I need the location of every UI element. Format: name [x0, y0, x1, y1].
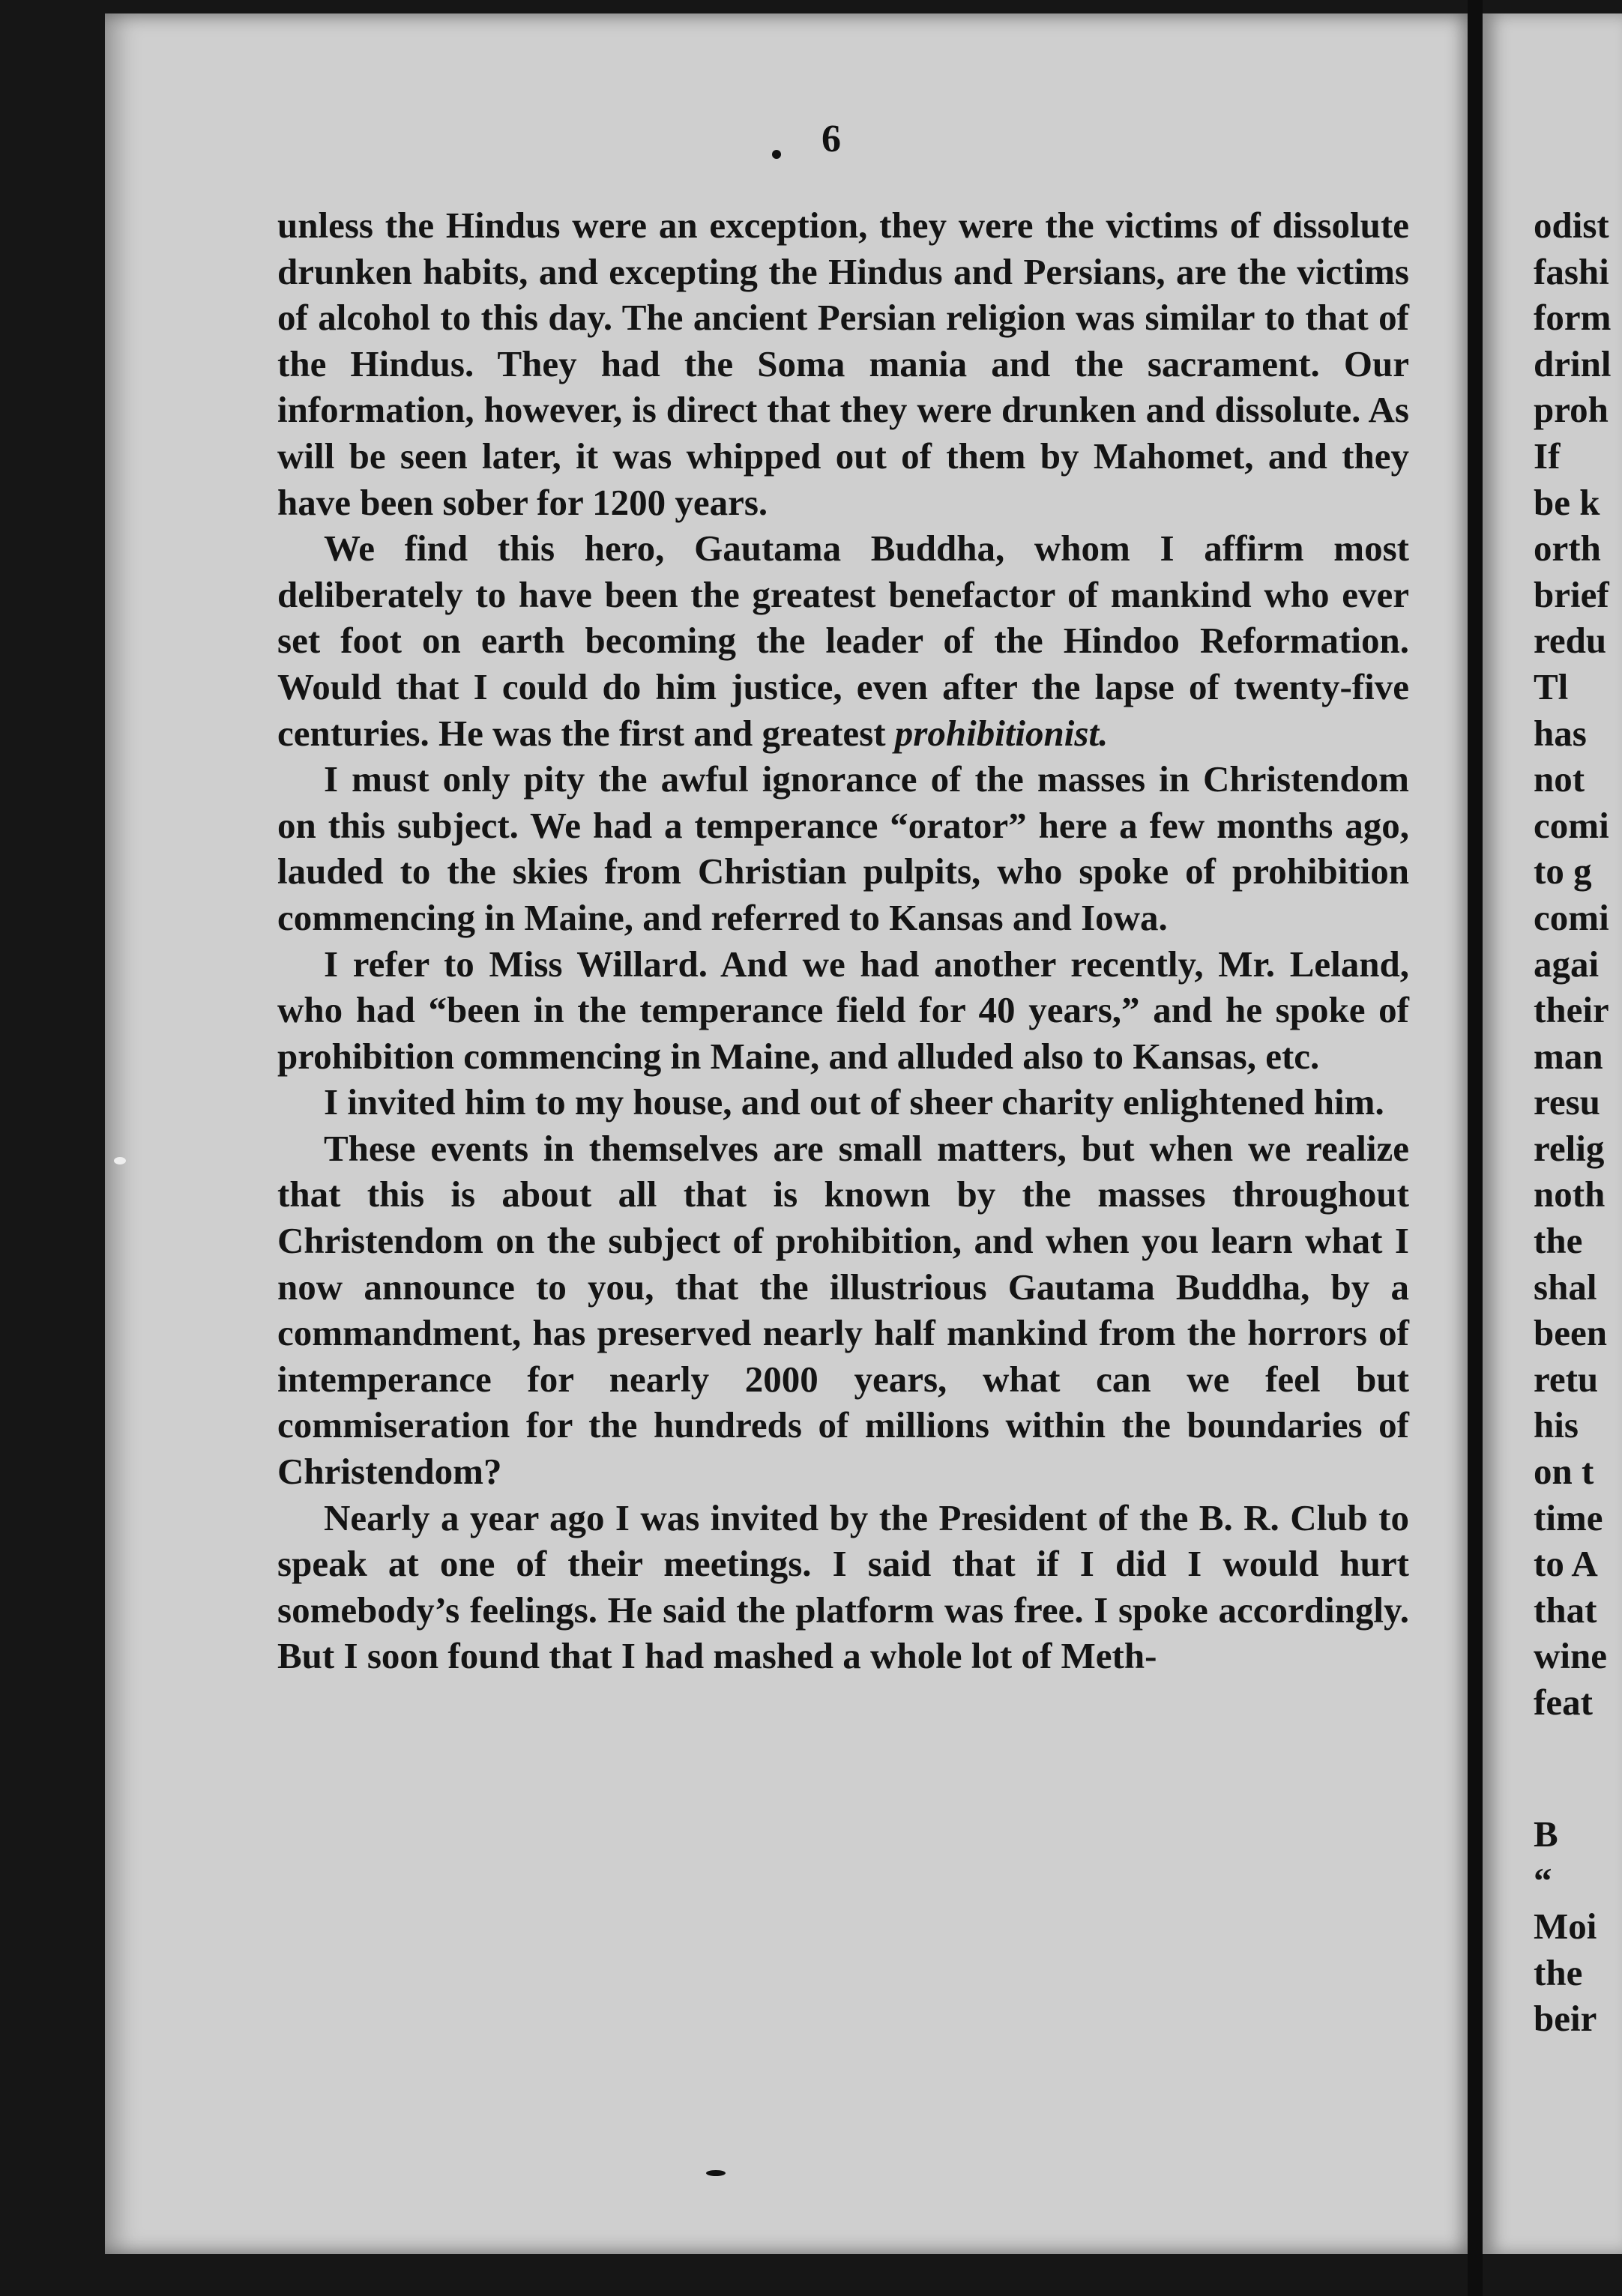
right-line: the: [1534, 1951, 1583, 1993]
right-line: Moi: [1534, 1906, 1597, 1948]
right-line: resu: [1534, 1081, 1600, 1123]
paragraph-1: unless the Hindus were an exception, they were the victims of dissolute drunken habits, and excepting the Hindus and Persians, are the victims of alcohol to this day. The ancient Persian religion was similar to that of the Hindus. They had the Soma mania and the sacrament. Our information, however, is direct that they were drunken and dissolute. As will be seen later, it was whipped out of them by Mahomet, and they have been sober for 1200 years.: [277, 205, 1409, 523]
paragraph-2: [277, 525, 1409, 756]
paragraph-5: I invited him to my house, and out of sheer charity enlightened him.: [324, 1081, 1384, 1123]
right-line: man: [1534, 1035, 1603, 1077]
right-line: “: [1534, 1859, 1552, 1901]
right-line: been: [1534, 1312, 1607, 1354]
right-line: retu: [1534, 1358, 1599, 1400]
right-line: odist: [1534, 205, 1609, 246]
main-text-column: [277, 202, 1409, 2188]
right-line: be k: [1534, 481, 1600, 523]
book-gutter: [1468, 0, 1483, 2296]
right-line: not: [1534, 758, 1585, 800]
right-line: time: [1534, 1496, 1603, 1538]
right-line: that: [1534, 1589, 1597, 1631]
right-line: has: [1534, 712, 1587, 754]
paragraph-7: Nearly a year ago I was invited by the President of the B. R. Club to speak at one of their meetings. I said that if I did I would hurt somebody’s feelings. He said the platform was free. I spoke accordingly. But I soon found that I had mashed a whole lot of Meth-: [277, 1496, 1409, 1677]
right-line: wine: [1534, 1635, 1607, 1677]
right-line: drinl: [1534, 342, 1612, 384]
right-page-text-fragments: [1534, 202, 1622, 2042]
paragraph-6: These events in themselves are small matters, but when we realize that this is about all that is known by the masses throughout Christendom on the subject of prohibition, and when you learn what I now announce to you, that the illustrious Gautama Buddha, by a commandment, has preserved nearly half mankind from the horrors of intemperance for nearly 2000 years, what can we feel but commiseration for the hundreds of millions within the boundaries of Christendom?: [277, 1127, 1409, 1493]
right-line: Tl: [1534, 665, 1569, 707]
paragraph-2-text: We find this hero, Gautama Buddha, whom I affirm most deliberately to have been the greatest benefactor of mankind who ever set foot on earth becoming the leader of the Hindoo Reformation. Would that I could do him justice, even after the lapse of twenty-five centuries. He was the first and greatest: [277, 528, 1409, 754]
right-line: relig: [1534, 1127, 1605, 1169]
right-line: on t: [1534, 1451, 1594, 1493]
right-line: comi: [1534, 896, 1609, 938]
paragraph-3: I must only pity the awful ignorance of the masses in Christendom on this subject. We had a temperance “orator” here a few months ago, lauded to the skies from Christian pulpits, who spoke of prohibition commencing in Maine, and referred to Kansas and Iowa.: [277, 758, 1409, 938]
right-line: beir: [1534, 1998, 1597, 2040]
emphasis-prohibitionist: prohibitionist.: [894, 712, 1109, 754]
right-line: feat: [1534, 1682, 1593, 1723]
paragraph-4: I refer to Miss Willard. And we had another recently, Mr. Leland, who had “been in the temperance field for 40 years,” and he spoke of prohibition commencing in Maine, and alluded also to Kansas, etc.: [277, 943, 1409, 1077]
right-line: proh: [1534, 389, 1609, 431]
right-line: If: [1534, 435, 1561, 477]
right-line: the: [1534, 1220, 1583, 1262]
paper-blemish: [114, 1157, 126, 1164]
right-line: his: [1534, 1404, 1579, 1446]
ink-dot: [772, 150, 781, 159]
right-line: orth: [1534, 528, 1601, 570]
right-line: to g: [1534, 851, 1592, 892]
right-line: B: [1534, 1813, 1558, 1855]
right-line: their: [1534, 989, 1609, 1031]
right-line: brief: [1534, 573, 1609, 615]
page-number: 6: [821, 118, 841, 160]
right-line: fashi: [1534, 250, 1609, 292]
right-line: form: [1534, 297, 1612, 339]
right-line: agai: [1534, 943, 1600, 985]
right-line: redu: [1534, 620, 1607, 662]
ink-smudge: [706, 2170, 726, 2176]
right-line: shal: [1534, 1266, 1597, 1308]
right-line: to A: [1534, 1543, 1598, 1585]
right-line: noth: [1534, 1173, 1606, 1215]
right-line: comi: [1534, 804, 1609, 846]
